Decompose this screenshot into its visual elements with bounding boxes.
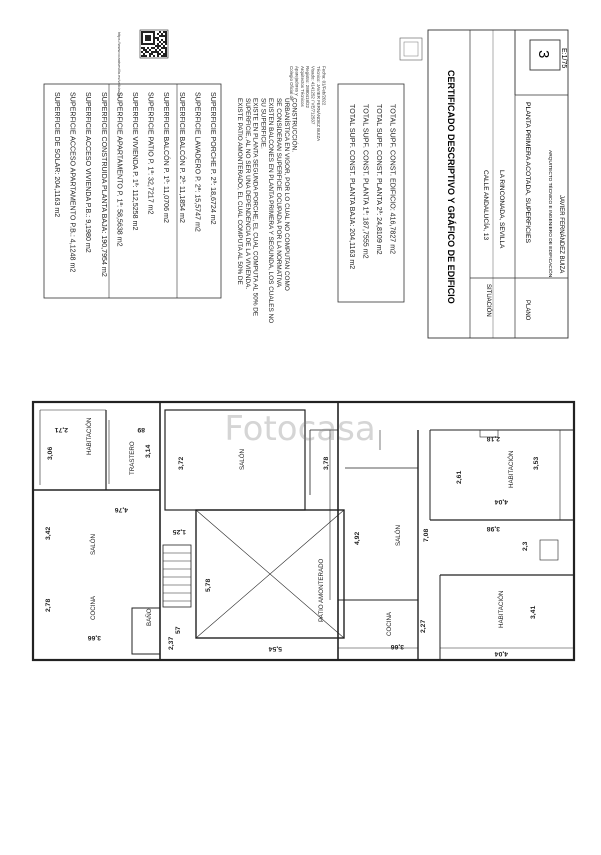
qr-module [147, 39, 149, 41]
plano-label: PLANO [524, 300, 530, 321]
total-line-1: TOTAL SUPF. CONST. PLANTA BAJA: 204,1163 m2 [348, 104, 356, 270]
qr-module [159, 53, 161, 55]
qr-module [163, 53, 165, 55]
qr-module [157, 33, 159, 35]
qr-module [147, 31, 149, 33]
qr-module [161, 33, 163, 35]
qr-module [165, 49, 167, 51]
dim-57: 57 [175, 626, 182, 634]
qr-module [145, 35, 147, 37]
total-line-2: TOTAL SUPF. CONST. PLANTA 1ª: 187,7555 m2 [361, 104, 370, 259]
qr-module [145, 31, 147, 33]
surface-line-7: SUPERFICIE PATIO P. 1ª: 32,7217 m2 [146, 92, 155, 215]
qr-module [161, 47, 163, 49]
qr-module [141, 33, 143, 35]
qr-module [163, 35, 165, 37]
qr-module [141, 39, 143, 41]
qr-module [149, 43, 151, 45]
dim-3-14: 3,14 [145, 444, 152, 458]
title-block [428, 30, 568, 338]
qr-module [165, 39, 167, 41]
surface-line-11: SUPERFICIE PORCHE P. 2ª: 18,6724 m2 [209, 92, 217, 225]
room-salon-center: SALÓN [239, 449, 246, 470]
room-salon-right: SALÓN [395, 525, 402, 546]
qr-module [155, 45, 157, 47]
qr-module [143, 31, 145, 33]
qr-module [163, 45, 165, 47]
qr-module [157, 47, 159, 49]
dim-3-66b: 3,66 [390, 643, 404, 650]
dim-2-71: 2,71 [54, 426, 68, 433]
qr-module [151, 53, 153, 55]
surface-line-8: SUPERFICIE BALCÓN P. 1ª: 11,0706 m2 [162, 92, 171, 223]
dim-5-54: 5,54 [268, 645, 282, 652]
qr-module [149, 35, 151, 37]
stamp-line-5: Visado: 4141252 / VE/712537 [310, 66, 316, 125]
room-trastero: TRASTERO [129, 441, 136, 475]
qr-module [147, 35, 149, 37]
qr-module [151, 47, 153, 49]
qr-module [147, 43, 149, 45]
dim-4-04a: 4,04 [494, 498, 508, 505]
surface-line-6: SUPERFICIE VIVIENDA P. 1ª: 112,5258 m2 [131, 92, 139, 231]
qr-module [157, 51, 159, 53]
note-line-7: URBANÍSTICA EN VIGOR, POR LO CUAL NO COMPUTAN COMO [282, 98, 290, 291]
dim-2-37: 2,37 [168, 636, 175, 650]
qr-module [147, 37, 149, 39]
qr-module [151, 51, 153, 53]
total-line-4: TOTAL SUPF. CONST. EDIFICIO: 416,7827 m2 [388, 104, 397, 255]
qr-module [161, 51, 163, 53]
dim-4-76: 4,76 [114, 506, 128, 513]
qr-module [143, 47, 145, 49]
qr-module [141, 55, 143, 57]
room-salon-left: SALÓN [90, 534, 97, 555]
qr-module [157, 37, 159, 39]
qr-module [159, 31, 161, 33]
dim-3-98: 3,98 [486, 525, 500, 532]
dim-3-42: 3,42 [45, 526, 52, 540]
qr-module [165, 53, 167, 55]
qr-module [165, 51, 167, 53]
qr-module [153, 51, 155, 53]
qr-module [143, 49, 145, 51]
verify-text: https://www.coaatsevilla.es/validacion [117, 32, 121, 92]
qr-module [161, 35, 163, 37]
qr-module [165, 33, 167, 35]
qr-module [141, 41, 143, 43]
qr-module [149, 53, 151, 55]
qr-module [161, 55, 163, 57]
note-line-4: SU SUPERFICIE. [259, 98, 267, 149]
qr-module [149, 31, 151, 33]
qr-module [149, 37, 151, 39]
dim-3-66a: 3,66 [87, 634, 101, 641]
qr-module [153, 47, 155, 49]
note-line-6: SE CONSIDERAN SUPERFICIE OCUPADA POR LA NORMATIVA [275, 98, 282, 288]
qr-module [145, 39, 147, 41]
qr-module [143, 53, 145, 55]
qr-module [165, 31, 167, 33]
dim-3-72: 3,72 [178, 456, 185, 470]
watermark: Fotocasa [224, 409, 376, 449]
author-role: ARQUITECTO TÉCNICO E INGENIERO DE EDIFICACIÓN [547, 150, 552, 278]
dim-4-04b: 4,04 [494, 650, 508, 657]
qr-module [151, 31, 153, 33]
dim-3-78: 3,78 [323, 456, 330, 470]
qr-module [155, 51, 157, 53]
surface-line-3: SUPERFICIE ACCESO VIVIENDA P.B.: 9,1980 m2 [84, 92, 93, 253]
stamp-line-2: Aparejadores y [294, 66, 300, 96]
qr-module [145, 43, 147, 45]
qr-module [165, 41, 167, 43]
dim-2-27: 2,27 [420, 619, 427, 633]
dim-5-78: 5,78 [205, 578, 212, 592]
qr-module [141, 47, 143, 49]
surface-line-2: SUPERFICIE ACCESO APARTAMENTO P.B.: 4,1248 m2 [68, 92, 77, 273]
qr-module [163, 41, 165, 43]
qr-module [153, 35, 155, 37]
sheet-number: 3 [535, 50, 552, 59]
qr-module [155, 49, 157, 51]
stamp-line-1: Colegio Oficial de [289, 66, 294, 101]
dim-7-08: 7,08 [423, 528, 430, 542]
qr-module [153, 37, 155, 39]
note-line-1: EXISTE PATIO AMONTERADO, EL CUAL COMPUTA AL 50% DE [236, 98, 243, 285]
situacion-label: SITUACIÓN [485, 284, 491, 317]
dim-89: 89 [137, 426, 145, 433]
room-cocina-left: COCINA [90, 595, 97, 620]
author-name: JAVIER FERNÁNDEZ BUIZA [558, 195, 564, 274]
room-cocina-right: COCINA [386, 611, 393, 636]
qr-module [145, 51, 147, 53]
surface-line-9: SUPERFICIE BALCÓN P. 2ª: 11,1854 m2 [177, 92, 186, 223]
qr-module [165, 47, 167, 49]
qr-module [153, 31, 155, 33]
qr-module [147, 47, 149, 49]
dim-1-25: 1,25 [172, 528, 186, 535]
qr-module [145, 55, 147, 57]
note-line-2: SUPERFICIE, AL NO SER UNA DEPENDENCIA DE LA VIVIENDA. [243, 98, 251, 290]
room-habitacion-right-top: HABITACIÓN [508, 450, 515, 488]
qr-module [157, 45, 159, 47]
scale-text: E:1/75 [560, 48, 567, 69]
dim-2-61: 2,61 [456, 470, 463, 484]
qr-module [149, 55, 151, 57]
qr-module [153, 43, 155, 45]
dim-3-06: 3,06 [47, 446, 54, 460]
surface-line-4: SUPERFICIE CONSTRUIDA PLANTA BAJA: 190,7954 m2 [99, 92, 108, 277]
note-line-8: CONSTRUCCIÓN. [290, 98, 298, 152]
stamp-line-7: Fecha: 01/Feb/2022 [321, 66, 327, 106]
qr-module [161, 39, 163, 41]
dim-2-78: 2,78 [45, 598, 52, 612]
qr-module [163, 47, 165, 49]
note-line-3: EXISTE EN PLANTA SEGUNDA PORCHE, EL CUAL COMPUTA AL 50% DE [251, 98, 259, 317]
qr-module [163, 31, 165, 33]
qr-module [153, 33, 155, 35]
qr-module [159, 49, 161, 51]
qr-module [141, 37, 143, 39]
qr-module [161, 43, 163, 45]
qr-module [157, 39, 159, 41]
dim-2-3: 2,3 [522, 541, 529, 551]
qr-module [159, 45, 161, 47]
room-habitacion-top: HABITACIÓN [86, 417, 93, 455]
qr-module [159, 35, 161, 37]
stamp-line-3: Arquitectos Técnicos [299, 66, 305, 107]
title-text: CERTIFICADO DESCRIPTIVO Y GRÁFICO DE EDIFICIO [446, 70, 456, 304]
dim-3-41: 3,41 [530, 605, 537, 619]
situacion-line-1: CALLE ANDALUCÍA, 13 [482, 170, 489, 241]
qr-module [141, 31, 143, 33]
surface-line-1: SUPERFICIE DE SOLAR: 204,1163 m2 [53, 92, 61, 218]
room-patio: PATIO AMONTERADO [318, 558, 325, 622]
dim-3-53: 3,53 [533, 456, 540, 470]
note-line-5: EXISTEN BALCONES EN PLANTA PRIMERA Y SEGUNDA, LOS CUALES NO [267, 98, 275, 324]
qr-module [165, 43, 167, 45]
qr-module [149, 39, 151, 41]
qr-module [157, 43, 159, 45]
qr-module [141, 51, 143, 53]
room-bano: BAÑO [146, 608, 153, 626]
plano-value: PLANTA PRIMERA ACOTADA, SUPERFICIES [524, 102, 531, 244]
dim-4-92: 4,92 [354, 531, 361, 545]
qr-module [151, 43, 153, 45]
qr-module [153, 55, 155, 57]
qr-module [153, 41, 155, 43]
qr-module [159, 41, 161, 43]
qr-module [157, 55, 159, 57]
qr-module [141, 43, 143, 45]
qr-module [153, 39, 155, 41]
qr-module [147, 51, 149, 53]
stamp-line-4: Registro: 2880418/22 [305, 66, 311, 108]
surface-line-10: SUPERFICIE LAVADERO P. 2ª: 15,5747 m2 [193, 92, 202, 232]
surface-line-5: SUPERFICIE APARTAMENTO P. 1ª: 58,5638 m2 [115, 92, 124, 247]
qr-module [149, 49, 151, 51]
qr-module [141, 35, 143, 37]
dim-2-18: 2,18 [486, 435, 500, 442]
qr-module [163, 55, 165, 57]
qr-module [145, 37, 147, 39]
qr-module [143, 43, 145, 45]
situacion-line-2: LA RINCONADA, SEVILLA [498, 170, 505, 249]
total-line-3: TOTAL SUPF. CONST. PLANTA 2ª: 24,8109 m2 [375, 104, 383, 255]
room-habitacion-right-bottom: HABITACIÓN [498, 590, 505, 628]
qr-module [157, 53, 159, 55]
qr-module [165, 37, 167, 39]
qr-module [143, 55, 145, 57]
qr-module [145, 49, 147, 51]
qr-module [155, 37, 157, 39]
qr-module [165, 35, 167, 37]
qr-module [165, 55, 167, 57]
stamp-line-6: Técnico: JAVIER FERNÁNDEZ BUIZA [316, 66, 321, 142]
